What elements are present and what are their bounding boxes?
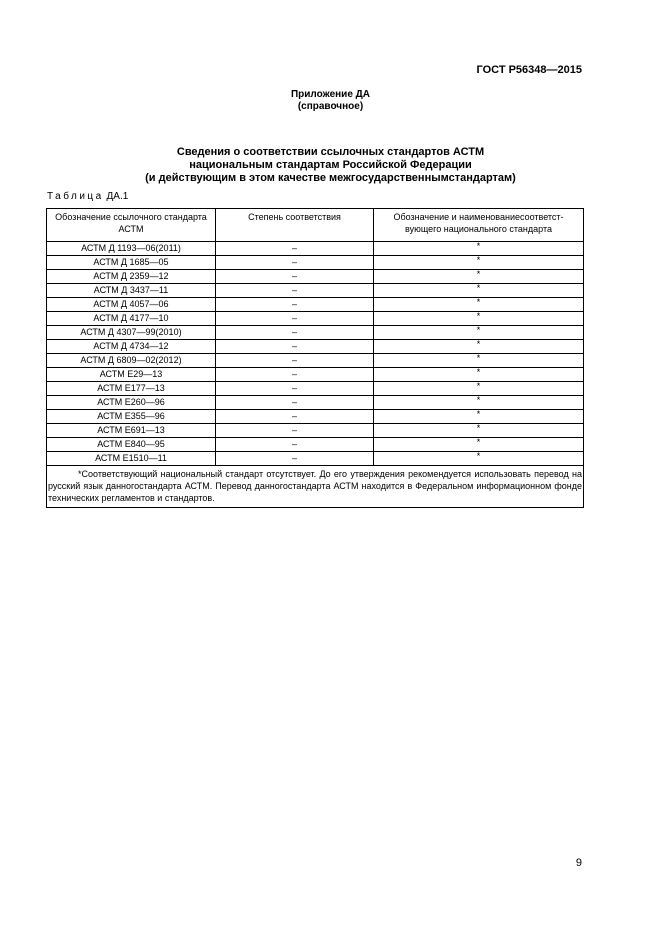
cell-standard: АСТМ Д 4177—10 xyxy=(47,312,216,326)
cell-standard: АСТМ Д 3437—11 xyxy=(47,284,216,298)
table-row xyxy=(47,284,584,298)
cell-national: * xyxy=(374,368,584,382)
cell-national: * xyxy=(374,326,584,340)
table-row xyxy=(47,270,584,284)
cell-national: * xyxy=(374,284,584,298)
cell-degree: – xyxy=(216,284,374,298)
cell-standard: АСТМ Е1510—11 xyxy=(47,452,216,466)
heading-line-2: национальным стандартам Российской Федерации xyxy=(189,159,472,171)
table-header-row xyxy=(47,209,584,242)
cell-degree: – xyxy=(216,452,374,466)
cell-degree: – xyxy=(216,396,374,410)
table-row xyxy=(47,326,584,340)
cell-degree: – xyxy=(216,340,374,354)
cell-degree: – xyxy=(216,312,374,326)
table-row xyxy=(47,396,584,410)
footnote-text: *Соответствующий национальный стандарт отсутствует. До его утверждения рекомендуется использовать перевод на русский язык данногостандарта АСТМ. Перевод данногостандарта АСТМ находится в Федеральном информационном фонде технических регламентов и стандартов. xyxy=(48,469,582,503)
table-row xyxy=(47,340,584,354)
table-row xyxy=(47,424,584,438)
cell-standard: АСТМ Д 1685—05 xyxy=(47,256,216,270)
cell-degree: – xyxy=(216,354,374,368)
cell-standard: АСТМ Д 4734—12 xyxy=(47,340,216,354)
cell-national: * xyxy=(374,424,584,438)
document-code: ГОСТ Р56348—2015 xyxy=(476,64,582,76)
cell-degree: – xyxy=(216,270,374,284)
cell-standard: АСТМ Д 2359—12 xyxy=(47,270,216,284)
table-caption xyxy=(47,191,128,202)
correspondence-table xyxy=(46,208,584,508)
column-header-standard: Обозначение ссылочного стандарта АСТМ xyxy=(47,209,216,242)
cell-national: * xyxy=(374,354,584,368)
cell-standard: АСТМ Е29—13 xyxy=(47,368,216,382)
appendix-subtitle: (справочное) xyxy=(297,101,364,112)
table-footnote xyxy=(47,466,584,508)
table-row xyxy=(47,312,584,326)
cell-degree: – xyxy=(216,410,374,424)
cell-standard: АСТМ Е260—96 xyxy=(47,396,216,410)
cell-national: * xyxy=(374,340,584,354)
cell-degree: – xyxy=(216,256,374,270)
table-row xyxy=(47,354,584,368)
table-caption-number: ДА.1 xyxy=(106,191,129,202)
cell-national: * xyxy=(374,312,584,326)
cell-standard: АСТМ Д 4307—99(2010) xyxy=(47,326,216,340)
table-row xyxy=(47,298,584,312)
table-row xyxy=(47,242,584,256)
cell-degree: – xyxy=(216,424,374,438)
cell-national: * xyxy=(374,256,584,270)
table-row xyxy=(47,410,584,424)
table-row xyxy=(47,256,584,270)
column-header-national: Обозначение и наименованиесоответст-вующего национального стандарта xyxy=(374,209,584,242)
cell-national: * xyxy=(374,242,584,256)
table-row xyxy=(47,452,584,466)
table-caption-word: Таблица xyxy=(47,191,104,202)
cell-national: * xyxy=(374,396,584,410)
cell-degree: – xyxy=(216,298,374,312)
table-row xyxy=(47,382,584,396)
table-row xyxy=(47,438,584,452)
appendix-title: Приложение ДА xyxy=(290,89,371,100)
section-heading xyxy=(0,146,661,185)
cell-degree: – xyxy=(216,382,374,396)
appendix-block xyxy=(0,89,661,113)
cell-standard: АСТМ Д 6809—02(2012) xyxy=(47,354,216,368)
cell-national: * xyxy=(374,382,584,396)
cell-standard: АСТМ Е840—95 xyxy=(47,438,216,452)
table-footnote-row xyxy=(47,466,584,508)
cell-standard: АСТМ Д 4057—06 xyxy=(47,298,216,312)
cell-standard: АСТМ Д 1193—06(2011) xyxy=(47,242,216,256)
cell-standard: АСТМ Е355—96 xyxy=(47,410,216,424)
cell-degree: – xyxy=(216,368,374,382)
heading-line-3: (и действующим в этом качестве межгосударственнымстандартам) xyxy=(145,172,516,184)
cell-national: * xyxy=(374,438,584,452)
cell-degree: – xyxy=(216,326,374,340)
cell-national: * xyxy=(374,452,584,466)
cell-national: * xyxy=(374,410,584,424)
page-number: 9 xyxy=(575,857,582,869)
heading-line-1: Сведения о соответствии ссылочных стандартов АСТМ xyxy=(176,146,485,158)
cell-national: * xyxy=(374,298,584,312)
cell-standard: АСТМ Е177—13 xyxy=(47,382,216,396)
column-header-degree: Степень соответствия xyxy=(216,209,374,242)
cell-national: * xyxy=(374,270,584,284)
table-row xyxy=(47,368,584,382)
cell-degree: – xyxy=(216,242,374,256)
cell-degree: – xyxy=(216,438,374,452)
cell-standard: АСТМ Е691—13 xyxy=(47,424,216,438)
